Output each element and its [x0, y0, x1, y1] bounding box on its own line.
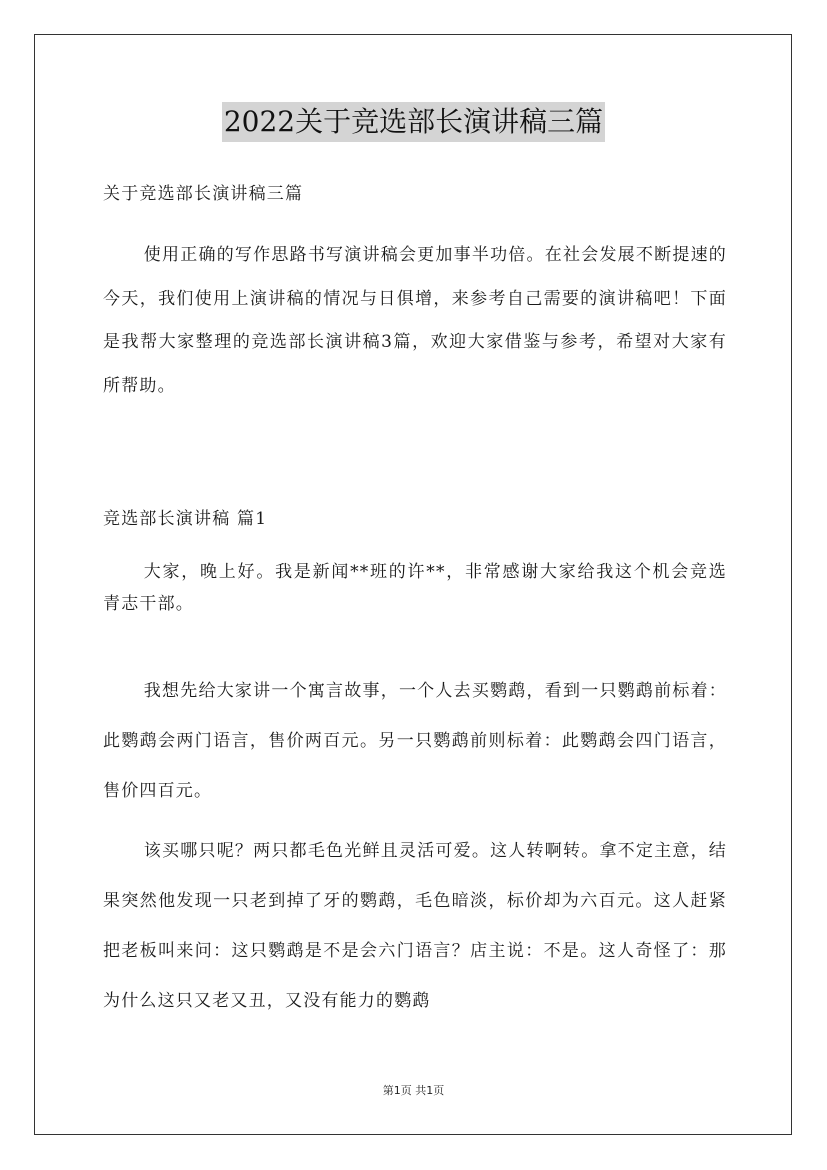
document-subtitle: 关于竞选部长演讲稿三篇	[103, 184, 304, 204]
body-paragraph: 我想先给大家讲一个寓言故事，一个人去买鹦鹉，看到一只鹦鹉前标着：此鹦鹉会两门语言，售价两百元。另一只鹦鹉前则标着：此鹦鹉会四门语言，售价四百元。	[103, 681, 727, 801]
document-title: 2022关于竞选部长演讲稿三篇	[222, 102, 605, 142]
body-paragraph: 该买哪只呢？两只都毛色光鲜且灵活可爱。这人转啊转。拿不定主意，结果突然他发现一只老到掉了牙的鹦鹉，毛色暗淡，标价却为六百元。这人赶紧把老板叫来问：这只鹦鹉是不是会六门语言？店主说：不是。这人奇怪了：那为什么这只又老又丑，又没有能力的鹦鹉	[103, 841, 727, 1011]
title-container	[0, 102, 827, 142]
body-paragraph: 大家，晚上好。我是新闻**班的许**，非常感谢大家给我这个机会竞选青志干部。	[103, 562, 727, 614]
intro-paragraph: 使用正确的写作思路书写演讲稿会更加事半功倍。在社会发展不断提速的今天，我们使用上演讲稿的情况与日俱增，来参考自己需要的演讲稿吧！下面是我帮大家整理的竞选部长演讲稿3篇，欢迎大家借鉴与参考，希望对大家有所帮助。	[103, 245, 727, 396]
page-footer: 第1页 共1页	[382, 1084, 445, 1097]
section-heading: 竞选部长演讲稿 篇1	[103, 509, 268, 529]
